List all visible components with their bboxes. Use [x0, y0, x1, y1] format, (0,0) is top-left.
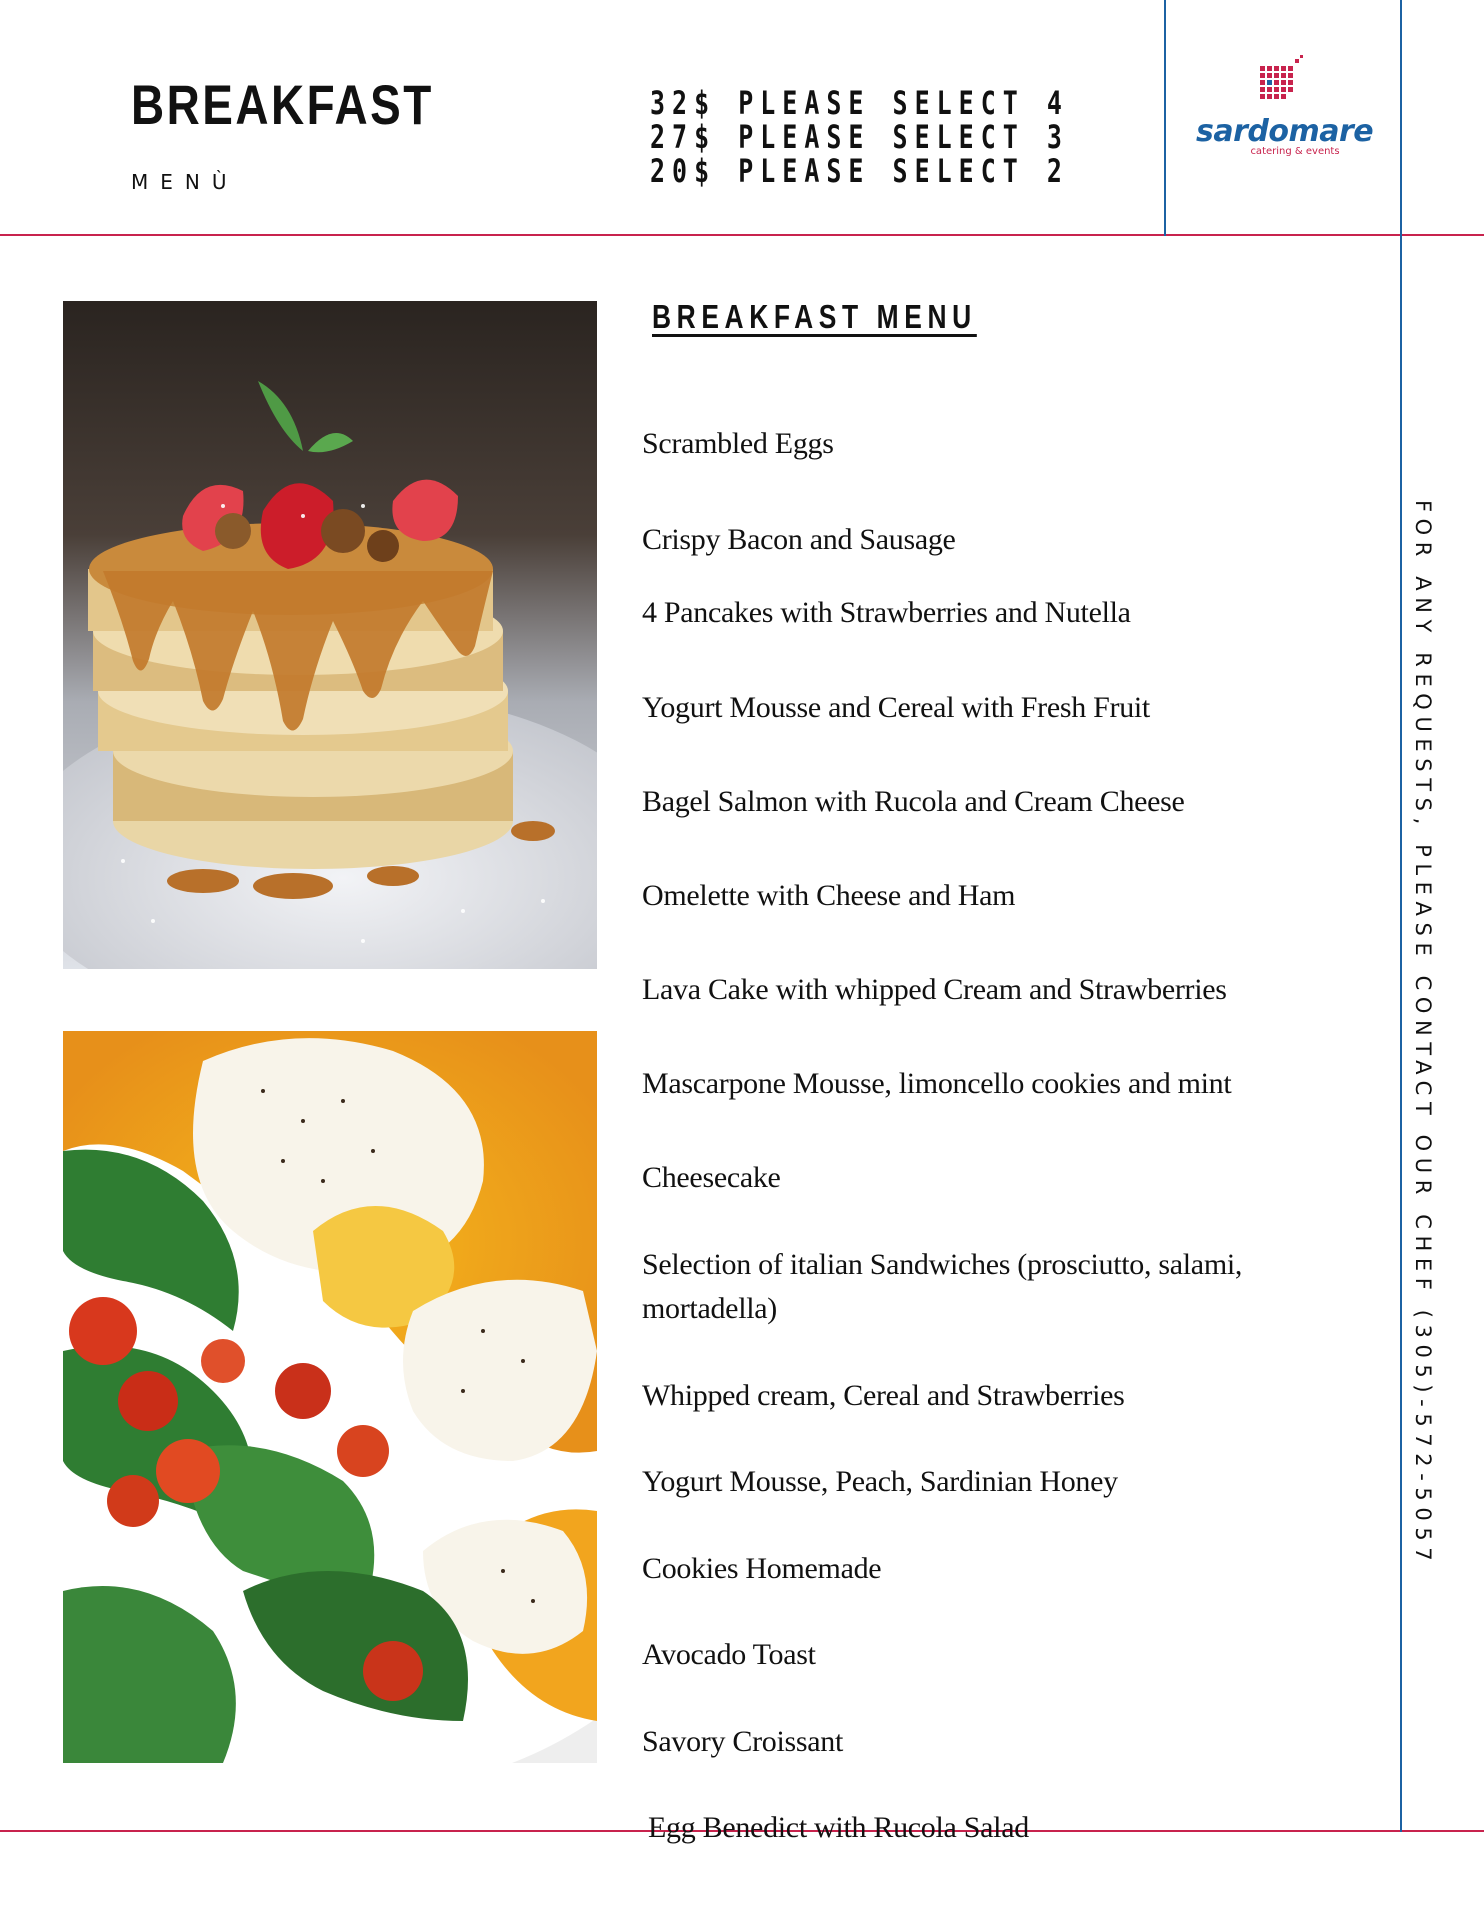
- menu-item: Cookies Homemade: [642, 1552, 882, 1585]
- menu-item: Selection of italian Sandwiches (prosciutto, salami, mortadella): [642, 1248, 1243, 1325]
- header-divider: [0, 234, 1484, 236]
- pancakes-photo: [63, 301, 597, 969]
- menu-item: Yogurt Mousse and Cereal with Fresh Fruit: [642, 691, 1150, 724]
- logo-mark-icon: [1196, 54, 1366, 114]
- menu-item: Yogurt Mousse, Peach, Sardinian Honey: [642, 1465, 1118, 1498]
- menu-item: Mascarpone Mousse, limoncello cookies and mint: [642, 1067, 1232, 1100]
- menu-item: Savory Croissant: [642, 1725, 844, 1758]
- menu-item: Cheesecake: [642, 1161, 781, 1194]
- logo-divider: [1164, 0, 1166, 236]
- price-options: [650, 86, 1069, 188]
- logo-name: sardomare: [1196, 114, 1374, 149]
- menu-item: 4 Pancakes with Strawberries and Nutella: [642, 596, 1131, 629]
- menu-item: Avocado Toast: [642, 1638, 816, 1671]
- menu-item: Whipped cream, Cereal and Strawberries: [642, 1379, 1125, 1412]
- price-option: 27$ PLEASE SELECT 3: [650, 118, 1069, 156]
- menu-item: Lava Cake with whipped Cream and Strawberries: [642, 973, 1227, 1006]
- menu-item: Egg Benedict with Rucola Salad: [648, 1811, 1029, 1844]
- menu-item: Omelette with Cheese and Ham: [642, 879, 1016, 912]
- page-subtitle: MENÙ: [131, 170, 239, 194]
- menu-item: Crispy Bacon and Sausage: [642, 523, 956, 556]
- page-title: BREAKFAST: [131, 73, 434, 136]
- menu-item: Scrambled Eggs: [642, 427, 834, 460]
- sardomare-logo: [1196, 54, 1374, 158]
- menu-item: Bagel Salmon with Rucola and Cream Cheese: [642, 785, 1185, 818]
- chef-contact-note: FOR ANY REQUESTS, PLEASE CONTACT OUR CHEF (305)-572-5057: [1411, 500, 1435, 1568]
- logo-tagline: catering & events: [1250, 146, 1340, 157]
- price-option: 20$ PLEASE SELECT 2: [650, 152, 1069, 190]
- menu-heading: BREAKFAST MENU: [652, 298, 977, 335]
- eggs-salad-photo: [63, 1031, 597, 1763]
- price-option: 32$ PLEASE SELECT 4: [650, 84, 1069, 122]
